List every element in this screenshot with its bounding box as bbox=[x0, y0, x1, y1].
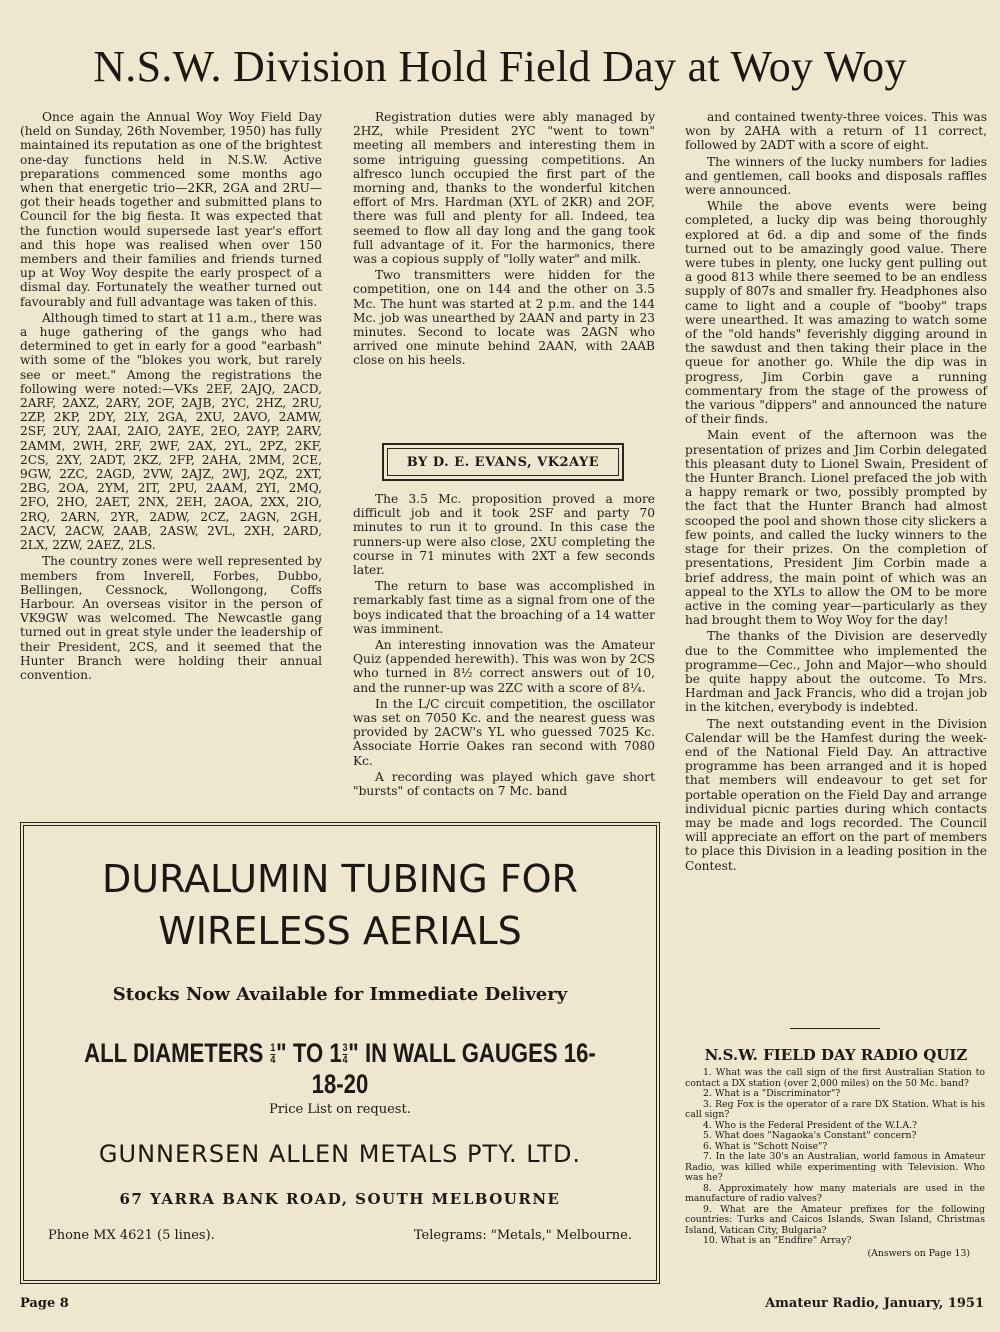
paragraph: Although timed to start at 11 a.m., there was a huge gathering of the gangs who had determined to get in early for a good "earbash" with some of the "blokes you work, but rarely see or meet." Among the registrations the following were noted:—VKs 2EF, 2AJQ, 2ACD, 2ARF, 2AXZ, 2ARY, 2OF, 2AJB, 2YC, 2HZ, 2RU, 2ZP, 2KP, 2DY, 2LY, 2GA, 2XU, 2AVO, 2AMW, 2SF, 2UY, 2AAI, 2AIO, 2AYE, 2EO, 2AYP, 2ARV, 2AMM, 2WH, 2RF, 2WF, 2AX, 2YL, 2PZ, 2KF, 2CS, 2XY, 2ADT, 2KZ, 2FP, 2AHA, 2MM, 2CE, 9GW, 2ZC, 2AGD, 2VW, 2AJZ, 2WJ, 2QZ, 2XT, 2BG, 2OA, 2YM, 2IT, 2PU, 2AAM, 2YI, 2MQ, 2FO, 2HO, 2AET, 2NX, 2EH, 2AOA, 2XX, 2IO, 2RQ, 2ARN, 2YR, 2ADW, 2CZ, 2AGN, 2GH, 2ACV, 2ACW, 2AAB, 2ASW, 2VL, 2XH, 2ARD, 2LX, 2ZW, 2AEZ, 2LS. bbox=[20, 310, 322, 553]
quiz-item: 9. What are the Amateur prefixes for the following countries: Turks and Caicos Islands, Swan Island, Christmas Island, Vatican City, Bulgaria? bbox=[685, 1203, 985, 1236]
quiz-item: 10. What is an "Endfire" Array? bbox=[703, 1235, 852, 1246]
publication-footer: Amateur Radio, January, 1951 bbox=[765, 1296, 984, 1311]
paragraph: Main event of the afternoon was the presentation of prizes and Jim Corbin delegated this pleasant duty to Lionel Swain, President of the Hunter Branch. Lionel prefaced the job with a happy remark or two, possibly prompted by the fact that the Hunter Branch had almost scooped the pool and shown those city slickers a few points, and called the lucky winners to the stage for their prizes. On the completion of presentations, President Jim Corbin made a brief address, the main point of which was an appeal to the XYLs to allow the OM to be more active in the coming year—particularly as they had brought them to Woy Woy for the day! bbox=[685, 428, 987, 628]
quiz-item: 7. In the late 30's an Australian, world famous in Amateur Radio, was killed while experimenting with Television. Who was he? bbox=[685, 1151, 985, 1183]
section-divider bbox=[790, 1028, 880, 1029]
paragraph: The next outstanding event in the Division Calendar will be the Hamfest during the week-end of the National Field Day. An attractive programme has been arranged and it is hoped that members will endeavour to get set for portable operation on the Field Day and arrange individual picnic parties during which contacts may be made and logs recorded. The Council will appreciate an effort on the part of members to place this Division in a leading position in the Contest. bbox=[685, 716, 987, 873]
paragraph: Registration duties were ably managed by 2HZ, while President 2YC "went to town" meeting all members and interesting them in some intriguing guessing competitions. An alfresco lunch occupied the first part of the morning and, thanks to the wonderful kitchen effort of Mrs. Hardman (XYL of 2KR) and 2OF, there was full and plenty for all. Indeed, tea seemed to flow all day long and the gang took full advantage of it. For the harmonics, there was a copious supply of "lolly water" and milk. bbox=[353, 110, 655, 267]
ad-diameters-line bbox=[81, 1038, 599, 1100]
quiz-item: 2. What is a "Discriminator"? bbox=[703, 1088, 841, 1099]
quiz-item: 4. Who is the Federal President of the W.I.A.? bbox=[703, 1119, 918, 1131]
ad-diameters-text-2: " TO 1 bbox=[276, 1038, 342, 1068]
paragraph: An interesting innovation was the Amateur Quiz (appended herewith). This was won by 2CS who turned in 8½ correct answers out of 10, and the runner-up was 2ZC with a score of 8¼. bbox=[353, 638, 655, 695]
byline-box bbox=[382, 443, 624, 481]
paragraph: and contained twenty-three voices. This was won by 2AHA with a return of 11 correct, followed by 2ADT with a score of eight. bbox=[685, 110, 987, 153]
ad-subtitle: Stocks Now Available for Immediate Delivery bbox=[112, 984, 568, 1005]
paragraph: The winners of the lucky numbers for ladies and gentlemen, call books and disposals raffles were announced. bbox=[685, 154, 987, 198]
quiz-item: 3. Reg Fox is the operator of a rare DX Station. What is his call sign? bbox=[685, 1098, 985, 1120]
ad-title-line-2: WIRELESS AERIALS bbox=[158, 909, 522, 953]
paragraph: Two transmitters were hidden for the competition, one on 144 and the other on 3.5 Mc. The hunt was started at 2 p.m. and the 144 Mc. job was unearthed by 2AAN and party in 23 minutes. Second to locate was 2AGN who arrived one minute behind 2AAN, with 2AAB close on his heels. bbox=[353, 268, 655, 368]
ad-diameters-text-1: ALL DIAMETERS bbox=[84, 1038, 264, 1068]
article-column-2-top bbox=[353, 110, 655, 370]
page-number: Page 8 bbox=[20, 1296, 69, 1311]
quiz-item: 8. Approximately how many materials are used in the manufacture of radio valves? bbox=[685, 1182, 985, 1204]
quiz-item: 1. What was the call sign of the first Australian Station to contact a DX station (over 2,000 miles) on the 50 Mc. band? bbox=[685, 1067, 985, 1089]
quiz-title: N.S.W. FIELD DAY RADIO QUIZ bbox=[704, 1046, 968, 1064]
ad-company: GUNNERSEN ALLEN METALS PTY. LTD. bbox=[98, 1140, 582, 1168]
paragraph: A recording was played which gave short "bursts" of contacts on 7 Mc. band bbox=[353, 769, 655, 799]
quiz-item: 6. What is "Schott Noise"? bbox=[703, 1140, 828, 1152]
paragraph: The 3.5 Mc. proposition proved a more difficult job and it took 2SF and party 70 minutes to run it to ground. In this case the runners-up were also close, 2XU completing the course in 71 minutes with 2XT a few seconds later. bbox=[353, 492, 655, 578]
article-column-3 bbox=[685, 110, 987, 875]
fraction-three-quarters: $\frac{3}{4}$ bbox=[342, 1042, 348, 1067]
ad-address: 67 YARRA BANK ROAD, SOUTH MELBOURNE bbox=[119, 1190, 561, 1208]
paragraph: Once again the Annual Woy Woy Field Day (held on Sunday, 26th November, 1950) has fully maintained its reputation as one of the brightest one-day functions held in N.S.W. Active preparations commenced some months ago when that energetic trio—2KR, 2GA and 2RU—got their heads together and submitted plans to Council for the big fiesta. It was expected that the function would supersede last year's effort and this hope was realised when over 150 members and their families and friends turned up at Woy Woy despite the early prospect of a dismal day. Fortunately the weather turned out favourably and full advantage was taken of this. bbox=[20, 110, 322, 309]
paragraph: The return to base was accomplished in remarkably fast time as a signal from one of the boys indicated that the broaching of a 14 watter was imminent. bbox=[353, 579, 655, 636]
ad-telegrams: Telegrams: "Metals," Melbourne. bbox=[413, 1228, 632, 1243]
quiz-item: 5. What does "Nagaoka's Constant" concern? bbox=[703, 1130, 917, 1141]
ad-diameters-text-3: " IN WALL GAUGES 16-18-20 bbox=[311, 1038, 596, 1099]
ad-title-line-1: DURALUMIN TUBING FOR bbox=[102, 857, 578, 901]
page-title: N.S.W. Division Hold Field Day at Woy Woy bbox=[93, 42, 907, 91]
paragraph: While the above events were being completed, a lucky dip was being thoroughly explored at 6d. a dip and some of the finds turned out to be amazingly good value. There were tubes in plenty, one lucky gent pulling out a good 813 while there seemed to be an endless supply of 807s and smaller fry. Headphones also came to light and a couple of "booby" traps were unearthed. It was amazing to watch some of the "old hands" feverishly digging around in the sawdust and then taking their place in the queue for another go. While the dip was in progress, Jim Corbin gave a running commentary from the stage of the prowess of the various "dippers" and announced the nature of their finds. bbox=[685, 199, 987, 427]
paragraph: The thanks of the Division are deservedly due to the Committee who implemented the programme—Cec., John and Major—who should be quite happy about the outcome. To Mrs. Hardman and Jack Francis, who did a trojan job in the kitchen, everybody is indebted. bbox=[685, 629, 987, 715]
ad-phone: Phone MX 4621 (5 lines). bbox=[48, 1228, 215, 1243]
ad-price-list: Price List on request. bbox=[269, 1102, 411, 1117]
paragraph: The country zones were well represented by members from Inverell, Forbes, Dubbo, Bellingen, Cessnock, Wollongong, Coffs Harbour. An overseas visitor in the person of VK9GW was welcomed. The Newcastle gang turned out in great style under the leadership of their President, 2CS, and it seemed that the Hunter Branch were holding their annual convention. bbox=[20, 554, 322, 682]
quiz-answers-note: (Answers on Page 13) bbox=[867, 1247, 970, 1259]
fraction-quarter: $\frac{1}{4}$ bbox=[270, 1042, 276, 1067]
article-column-1 bbox=[20, 110, 322, 684]
article-column-2-bottom bbox=[353, 492, 655, 800]
byline: BY D. E. EVANS, VK2AYE bbox=[387, 448, 619, 476]
paragraph: In the L/C circuit competition, the oscillator was set on 7050 Kc. and the nearest guess was provided by 2ACW's YL who guessed 7025 Kc. Associate Horrie Oakes ran second with 7080 Kc. bbox=[353, 696, 655, 768]
quiz-list bbox=[685, 1068, 985, 1259]
advertisement bbox=[20, 822, 660, 1284]
